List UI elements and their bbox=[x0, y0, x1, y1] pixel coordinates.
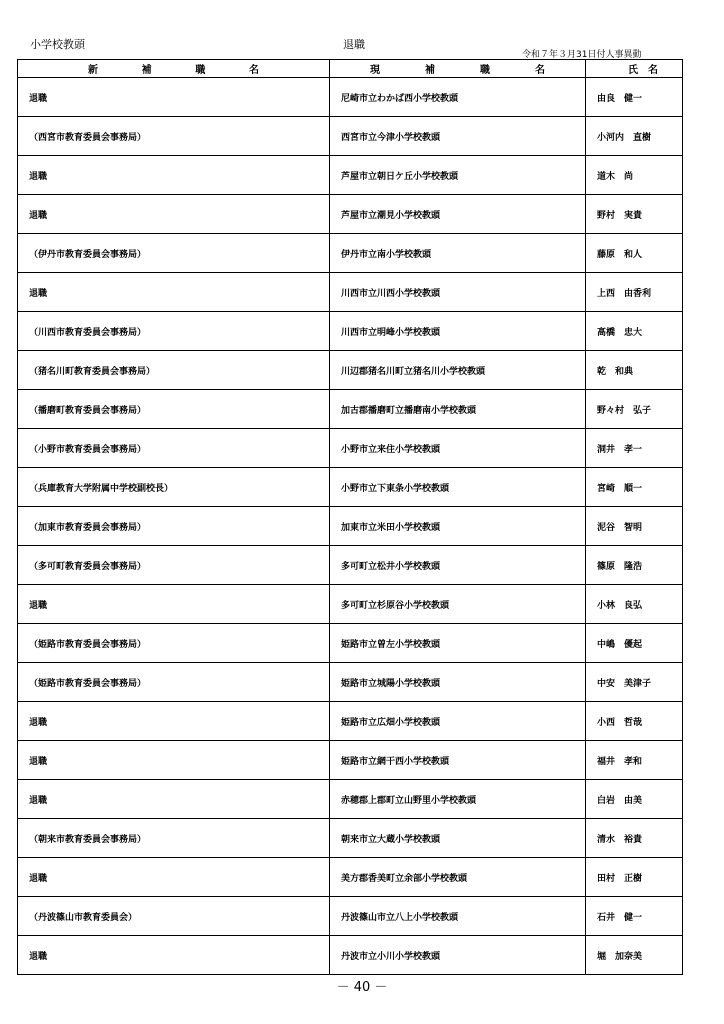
transfer-type: 退職 bbox=[343, 38, 365, 51]
current-position-cell: 美方郡香美町立余部小学校教頭 bbox=[330, 858, 586, 897]
new-position-cell: 退職 bbox=[18, 78, 330, 117]
current-position-cell: 丹波市立小川小学校教頭 bbox=[330, 936, 586, 975]
table-row bbox=[18, 624, 683, 663]
new-position-cell: （播磨町教育委員会事務局） bbox=[18, 390, 330, 429]
person-name-cell: 道木 尚 bbox=[586, 156, 683, 195]
person-name-cell: 中嶋 優起 bbox=[586, 624, 683, 663]
table-row bbox=[18, 741, 683, 780]
current-position-cell: 尼崎市立わかば西小学校教頭 bbox=[330, 78, 586, 117]
person-name-cell: 上西 由香利 bbox=[586, 273, 683, 312]
table-body bbox=[18, 78, 683, 975]
person-name-cell: 篠原 隆浩 bbox=[586, 546, 683, 585]
person-name-cell: 宮崎 順一 bbox=[586, 468, 683, 507]
new-position-cell: 退職 bbox=[18, 780, 330, 819]
person-name-cell: 由良 健一 bbox=[586, 78, 683, 117]
person-name-cell: 小林 良弘 bbox=[586, 585, 683, 624]
new-position-cell: 退職 bbox=[18, 858, 330, 897]
table-row bbox=[18, 819, 683, 858]
current-position-cell: 姫路市立広畑小学校教頭 bbox=[330, 702, 586, 741]
table-row bbox=[18, 195, 683, 234]
table-row bbox=[18, 468, 683, 507]
current-position-cell: 多可町立松井小学校教頭 bbox=[330, 546, 586, 585]
new-position-cell: （小野市教育委員会事務局） bbox=[18, 429, 330, 468]
person-name-cell: 野村 実貴 bbox=[586, 195, 683, 234]
header-char: 現 bbox=[370, 65, 380, 76]
person-name-cell: 野々村 弘子 bbox=[586, 390, 683, 429]
new-position-cell: 退職 bbox=[18, 702, 330, 741]
personnel-table bbox=[17, 59, 683, 975]
table-row bbox=[18, 507, 683, 546]
current-position-cell: 朝来市立大蔵小学校教頭 bbox=[330, 819, 586, 858]
table-header-row bbox=[18, 60, 683, 78]
current-position-cell: 加東市立米田小学校教頭 bbox=[330, 507, 586, 546]
current-position-cell: 姫路市立曽左小学校教頭 bbox=[330, 624, 586, 663]
column-current-position bbox=[330, 60, 586, 78]
new-position-cell: （加東市教育委員会事務局） bbox=[18, 507, 330, 546]
header-char: 補 bbox=[425, 65, 435, 76]
person-name-cell: 石井 健一 bbox=[586, 897, 683, 936]
table-row bbox=[18, 312, 683, 351]
person-name-cell: 小西 哲哉 bbox=[586, 702, 683, 741]
new-position-cell: 退職 bbox=[18, 156, 330, 195]
header-char: 名 bbox=[648, 65, 658, 76]
table-row bbox=[18, 780, 683, 819]
new-position-cell: （丹波篠山市教育委員会） bbox=[18, 897, 330, 936]
table-row bbox=[18, 78, 683, 117]
header-char: 名 bbox=[248, 65, 259, 76]
person-name-cell: 中安 美津子 bbox=[586, 663, 683, 702]
table-row bbox=[18, 897, 683, 936]
person-name-cell: 泥谷 智明 bbox=[586, 507, 683, 546]
person-name-cell: 小河内 直樹 bbox=[586, 117, 683, 156]
new-position-cell: （伊丹市教育委員会事務局） bbox=[18, 234, 330, 273]
current-position-cell: 川辺郡猪名川町立猪名川小学校教頭 bbox=[330, 351, 586, 390]
current-position-cell: 多可町立杉原谷小学校教頭 bbox=[330, 585, 586, 624]
column-name bbox=[586, 60, 683, 78]
current-position-cell: 姫路市立城陽小学校教頭 bbox=[330, 663, 586, 702]
new-position-cell: 退職 bbox=[18, 741, 330, 780]
person-name-cell: 洞井 孝一 bbox=[586, 429, 683, 468]
new-position-cell: （猪名川町教育委員会事務局） bbox=[18, 351, 330, 390]
person-name-cell: 福井 孝和 bbox=[586, 741, 683, 780]
current-position-cell: 芦屋市立潮見小学校教頭 bbox=[330, 195, 586, 234]
table-row bbox=[18, 546, 683, 585]
table-row bbox=[18, 234, 683, 273]
new-position-cell: 退職 bbox=[18, 273, 330, 312]
new-position-cell: （多可町教育委員会事務局） bbox=[18, 546, 330, 585]
person-name-cell: 清水 裕貴 bbox=[586, 819, 683, 858]
category-title: 小学校教頭 bbox=[30, 38, 85, 51]
header-char: 職 bbox=[480, 65, 490, 76]
current-position-cell: 伊丹市立南小学校教頭 bbox=[330, 234, 586, 273]
current-position-cell: 川西市立川西小学校教頭 bbox=[330, 273, 586, 312]
person-name-cell: 白岩 由美 bbox=[586, 780, 683, 819]
new-position-cell: 退職 bbox=[18, 195, 330, 234]
header-char: 職 bbox=[195, 65, 206, 76]
new-position-cell: （西宮市教育委員会事務局） bbox=[18, 117, 330, 156]
current-position-cell: 芦屋市立朝日ケ丘小学校教頭 bbox=[330, 156, 586, 195]
table-row bbox=[18, 351, 683, 390]
new-position-cell: 退職 bbox=[18, 585, 330, 624]
new-position-cell: （朝来市教育委員会事務局） bbox=[18, 819, 330, 858]
new-position-cell: （姫路市教育委員会事務局） bbox=[18, 624, 330, 663]
header-char: 新 bbox=[88, 65, 98, 76]
header-char: 補 bbox=[141, 65, 152, 76]
person-name-cell: 堀 加奈美 bbox=[586, 936, 683, 975]
table-row bbox=[18, 117, 683, 156]
new-position-cell: 退職 bbox=[18, 936, 330, 975]
header-char: 名 bbox=[535, 65, 545, 76]
current-position-cell: 丹波篠山市立八上小学校教頭 bbox=[330, 897, 586, 936]
effective-date: 令和７年３月31日付人事異動 bbox=[522, 50, 642, 60]
table-row bbox=[18, 429, 683, 468]
current-position-cell: 川西市立明峰小学校教頭 bbox=[330, 312, 586, 351]
header-char: 氏 bbox=[628, 65, 638, 76]
person-name-cell: 高橋 忠大 bbox=[586, 312, 683, 351]
table-row bbox=[18, 585, 683, 624]
current-position-cell: 加古郡播磨町立播磨南小学校教頭 bbox=[330, 390, 586, 429]
current-position-cell: 小野市立来住小学校教頭 bbox=[330, 429, 586, 468]
table-row bbox=[18, 936, 683, 975]
current-position-cell: 赤穂郡上郡町立山野里小学校教頭 bbox=[330, 780, 586, 819]
new-position-cell: （姫路市教育委員会事務局） bbox=[18, 663, 330, 702]
person-name-cell: 乾 和典 bbox=[586, 351, 683, 390]
column-new-position bbox=[18, 60, 330, 78]
table-row bbox=[18, 702, 683, 741]
new-position-cell: （川西市教育委員会事務局） bbox=[18, 312, 330, 351]
page-number: － 40 － bbox=[336, 980, 388, 995]
new-position-cell: （兵庫教育大学附属中学校副校長） bbox=[18, 468, 330, 507]
table-row bbox=[18, 858, 683, 897]
table-row bbox=[18, 156, 683, 195]
person-name-cell: 藤原 和人 bbox=[586, 234, 683, 273]
table-row bbox=[18, 390, 683, 429]
person-name-cell: 田村 正樹 bbox=[586, 858, 683, 897]
table-row bbox=[18, 273, 683, 312]
table-row bbox=[18, 663, 683, 702]
current-position-cell: 姫路市立網干西小学校教頭 bbox=[330, 741, 586, 780]
current-position-cell: 小野市立下東条小学校教頭 bbox=[330, 468, 586, 507]
current-position-cell: 西宮市立今津小学校教頭 bbox=[330, 117, 586, 156]
